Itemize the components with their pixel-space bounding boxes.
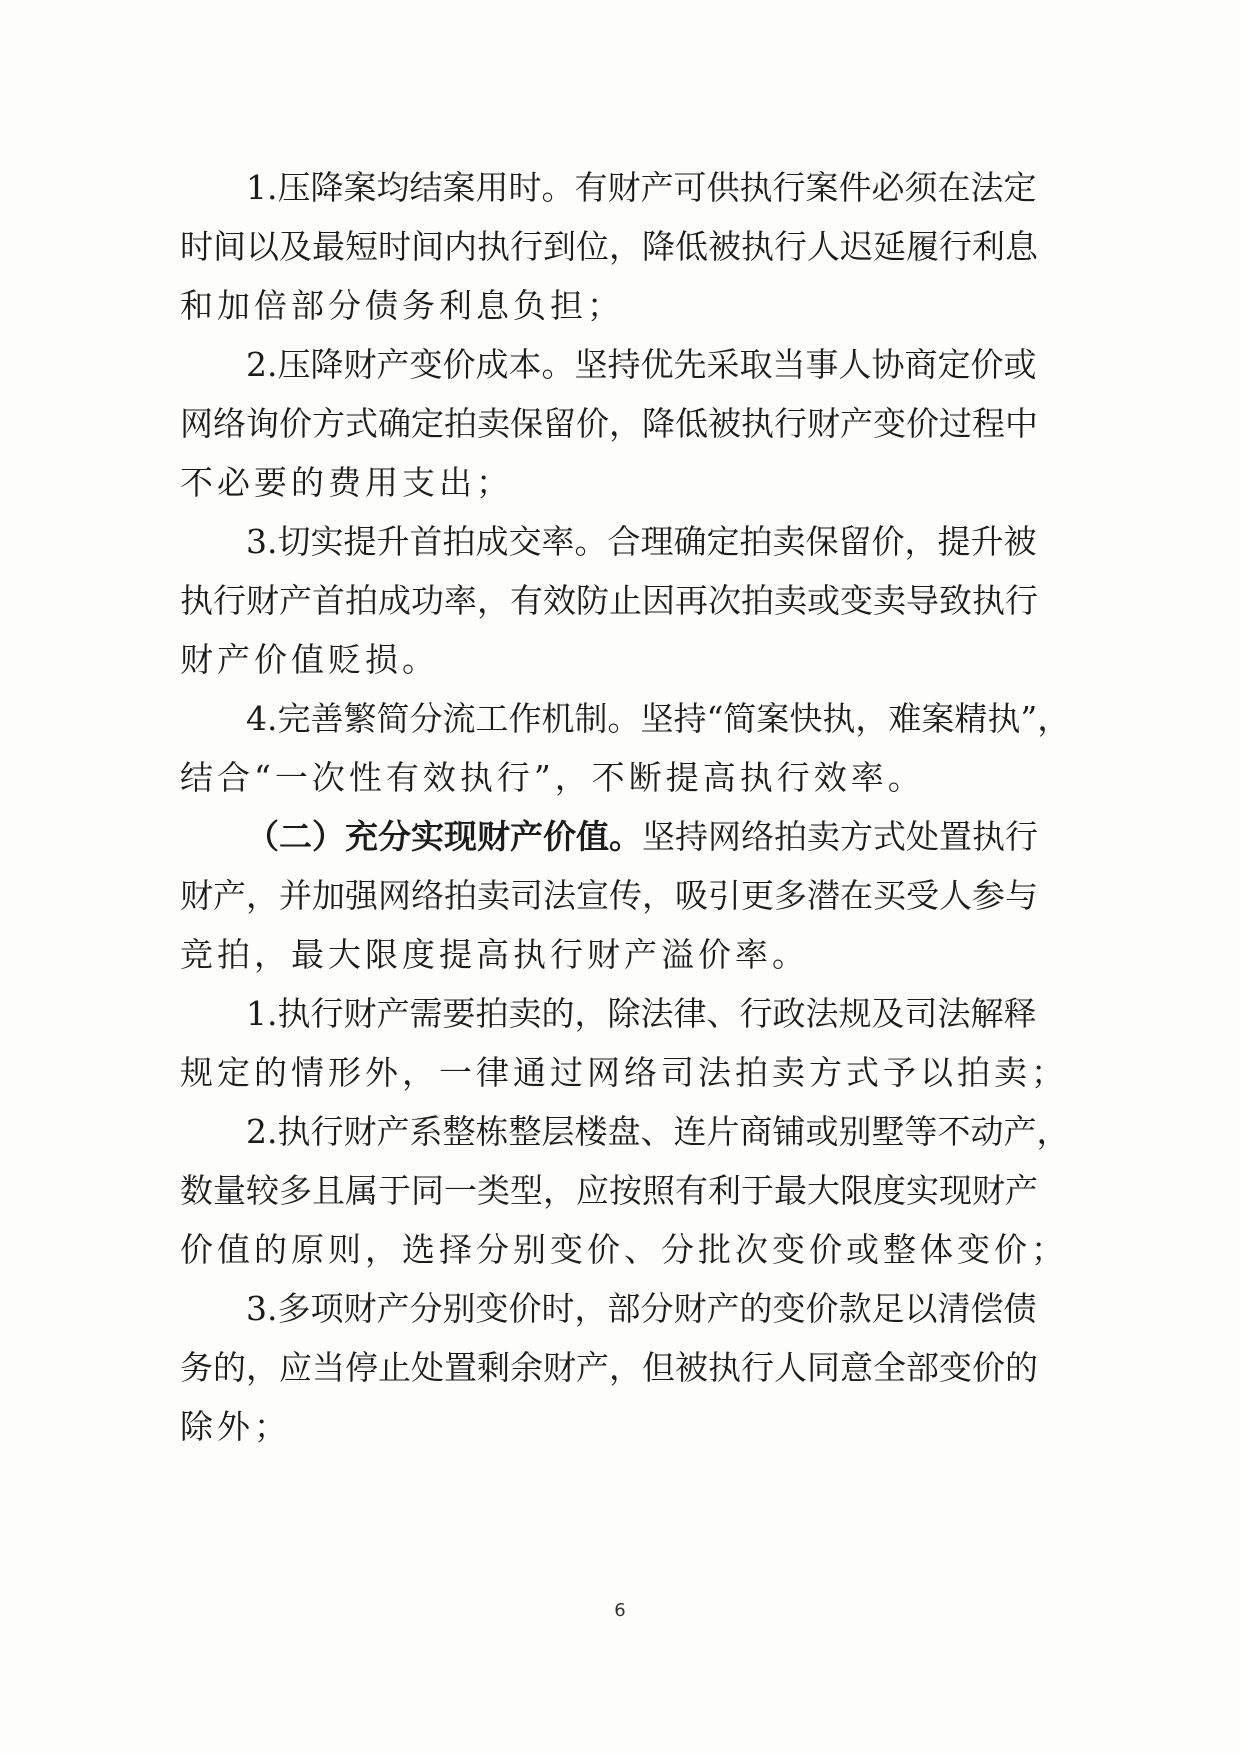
paragraph-line: 4.完善繁简分流工作机制。坚持“简案快执，难案精执”， — [246, 699, 1071, 738]
paragraph-line: 财产价值贬损。 — [180, 640, 439, 679]
section-heading-line — [246, 817, 1038, 857]
paragraph-line: 价值的原则，选择分别变价、分批次变价或整体变价； — [180, 1230, 1068, 1269]
paragraph-line: 务的，应当停止处置剩余财产，但被执行人同意全部变价的 — [180, 1348, 1038, 1387]
paragraph-line: 2.执行财产系整栋整层楼盘、连片商铺或别墅等不动产， — [246, 1112, 1070, 1151]
paragraph-line: 不必要的费用支出； — [180, 463, 513, 502]
paragraph-line: 3.多项财产分别变价时，部分财产的变价款足以清偿债 — [246, 1289, 1037, 1328]
page-number: 6 — [614, 1600, 626, 1621]
paragraph-line: 2.压降财产变价成本。坚持优先采取当事人协商定价或 — [246, 345, 1037, 384]
paragraph-line: 和加倍部分债务利息负担； — [180, 286, 624, 325]
paragraph-line: 数量较多且属于同一类型，应按照有利于最大限度实现财产 — [180, 1171, 1038, 1210]
section-heading: （二）充分实现财产价值。 — [246, 817, 642, 856]
section-heading-text: 坚持网络拍卖方式处置执行 — [642, 817, 1038, 856]
paragraph-line: 1.执行财产需要拍卖的，除法律、行政法规及司法解释 — [246, 994, 1037, 1033]
paragraph-line: 结合“一次性有效执行”，不断提高执行效率。 — [180, 758, 925, 797]
paragraph-line: 执行财产首拍成功率，有效防止因再次拍卖或变卖导致执行 — [180, 581, 1038, 620]
paragraph-line: 时间以及最短时间内执行到位，降低被执行人迟延履行利息 — [180, 227, 1038, 266]
paragraph-line: 规定的情形外，一律通过网络司法拍卖方式予以拍卖； — [180, 1053, 1068, 1092]
paragraph-line: 网络询价方式确定拍卖保留价，降低被执行财产变价过程中 — [180, 404, 1038, 443]
paragraph-line: 1.压降案均结案用时。有财产可供执行案件必须在法定 — [246, 168, 1037, 207]
paragraph-line: 除外； — [180, 1407, 291, 1446]
paragraph-line: 3.切实提升首拍成交率。合理确定拍卖保留价，提升被 — [246, 522, 1037, 561]
paragraph-line: 竞拍，最大限度提高执行财产溢价率。 — [180, 935, 809, 974]
paragraph-line: 财产，并加强网络拍卖司法宣传，吸引更多潜在买受人参与 — [180, 876, 1038, 915]
